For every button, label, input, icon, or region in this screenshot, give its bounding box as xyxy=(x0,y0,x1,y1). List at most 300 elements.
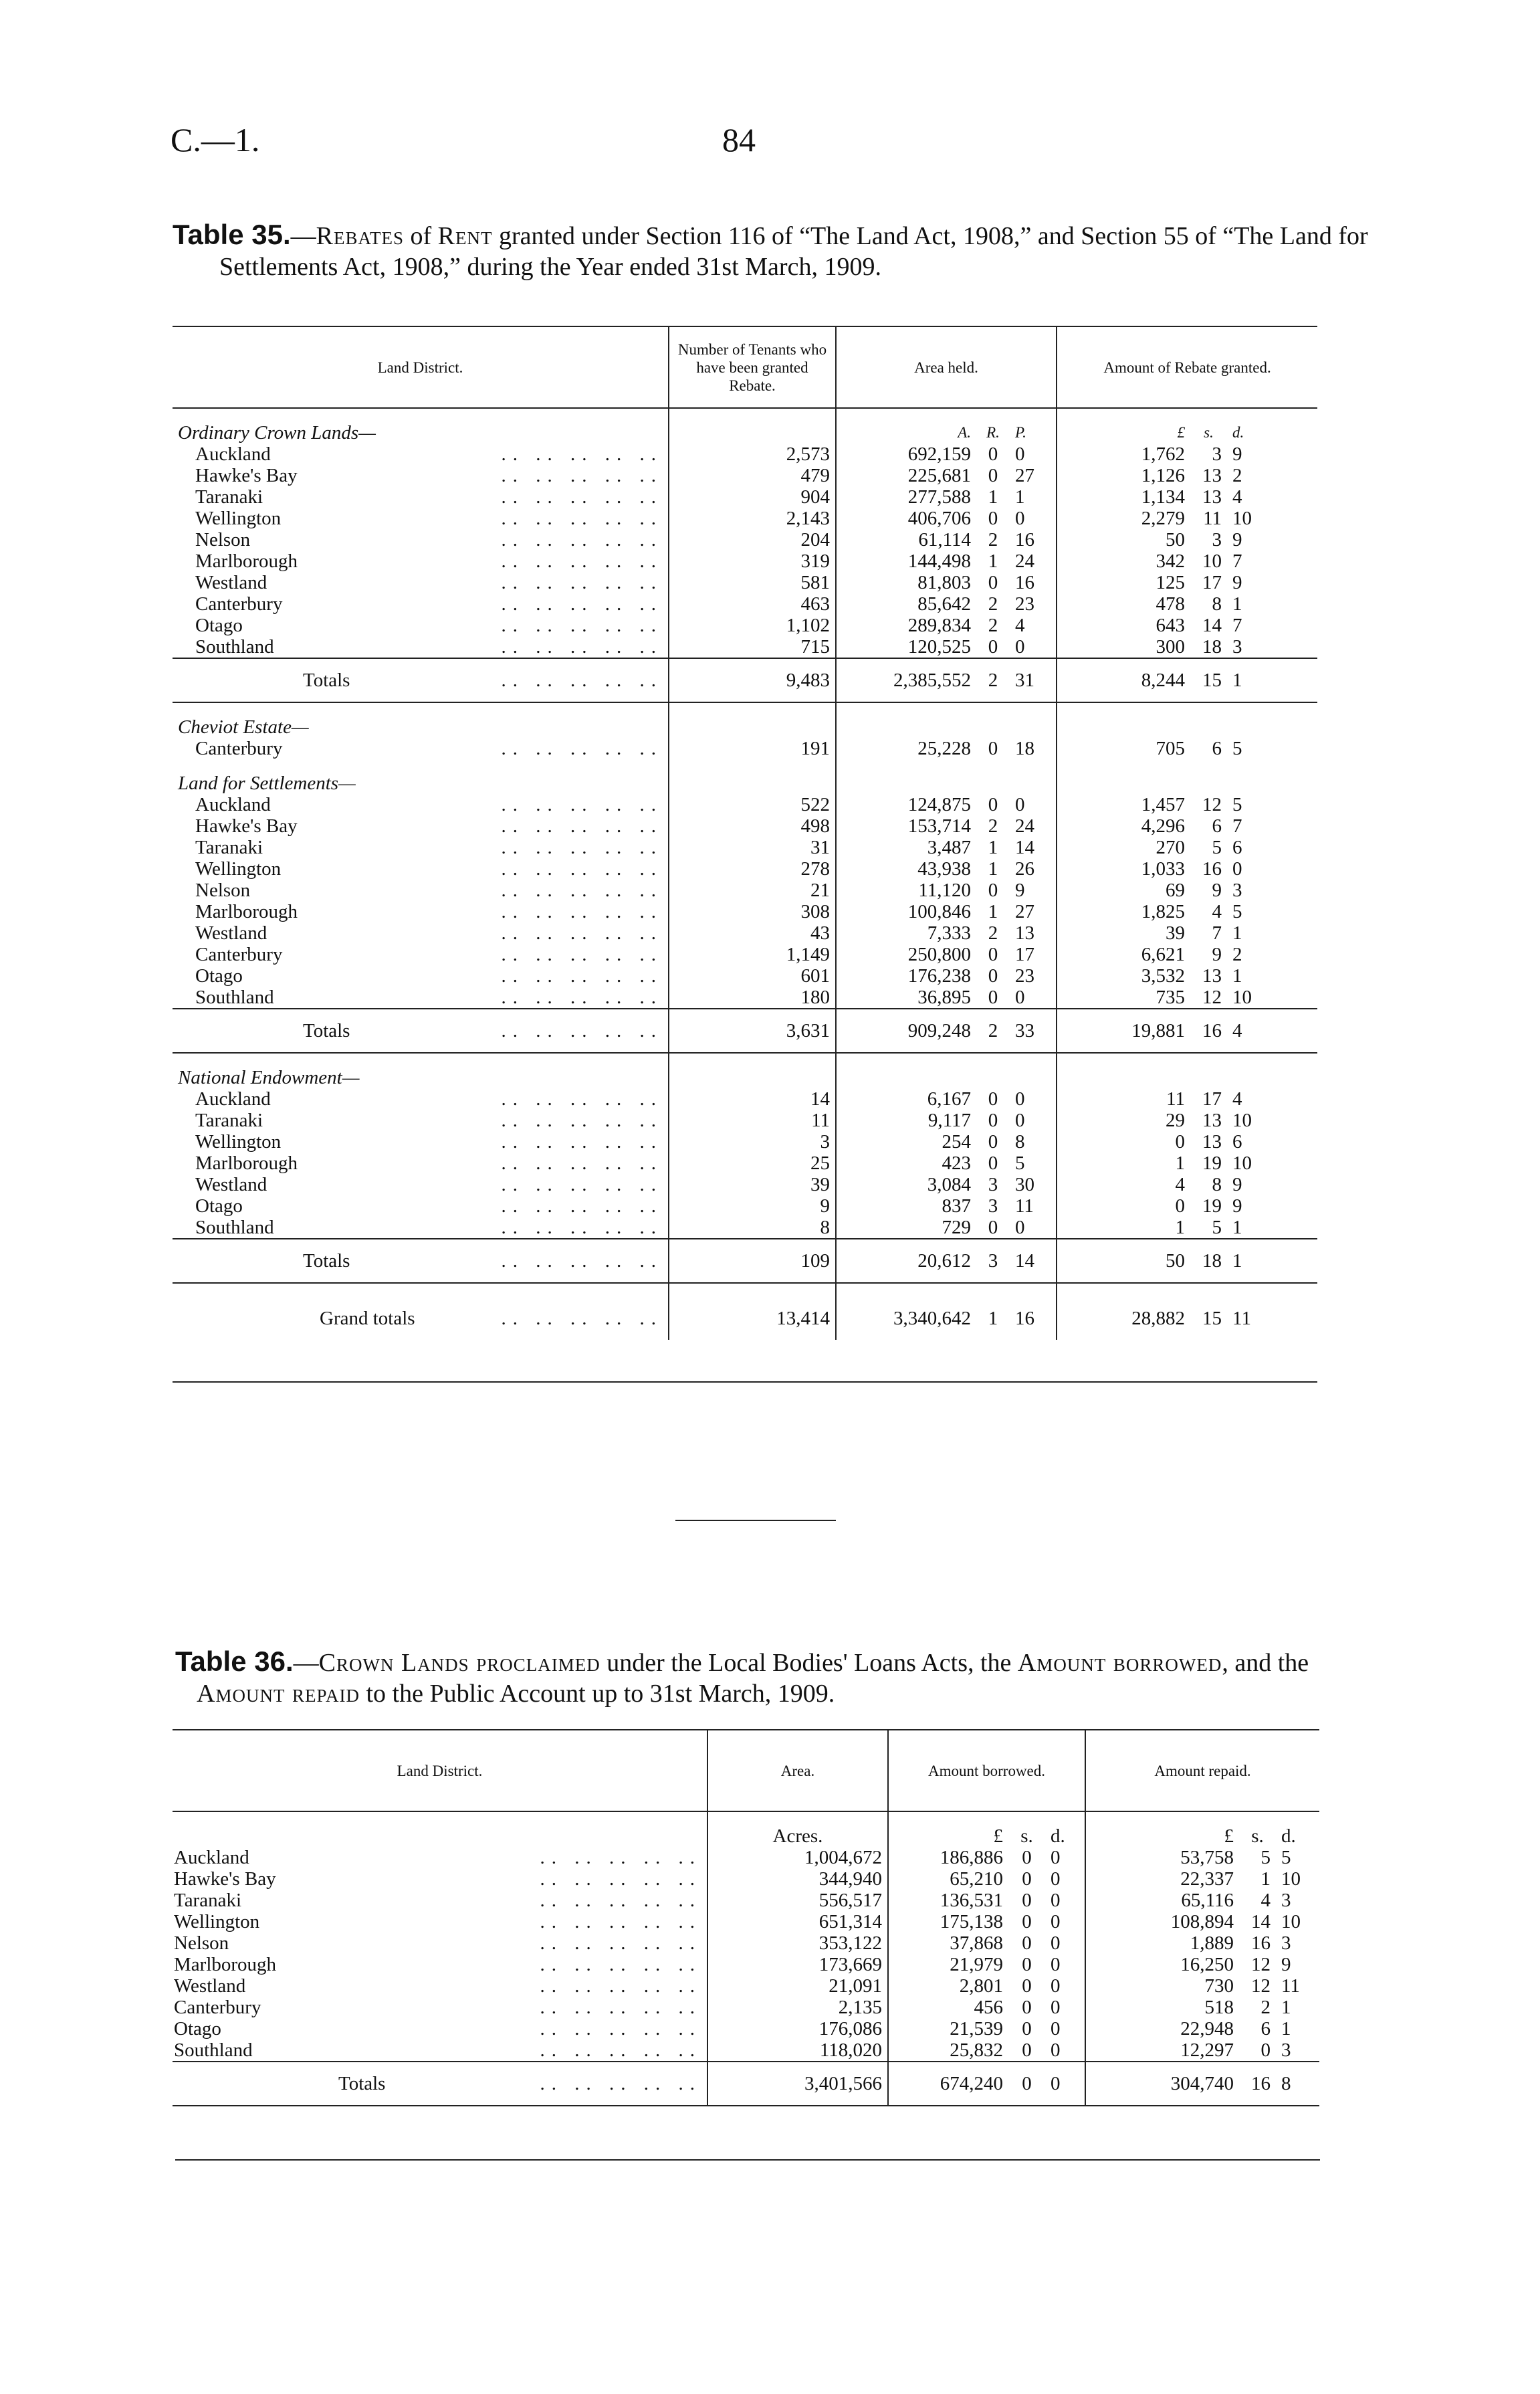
acres-cell: 3,487 xyxy=(836,837,976,858)
table-cell xyxy=(976,1067,1010,1088)
leader-dots: .. .. .. .. .. xyxy=(501,944,663,965)
spacer-cell xyxy=(1010,759,1057,773)
spacer-cell xyxy=(888,1811,1008,1825)
totals-row xyxy=(173,1239,1317,1283)
pounds-cell: 39 xyxy=(1057,922,1190,944)
acres-cell: 289,834 xyxy=(836,615,976,636)
tenants-cell: 1,149 xyxy=(669,944,836,965)
shillings-cell: 9 xyxy=(1212,880,1222,901)
district-cell xyxy=(173,965,669,987)
pounds-cell: 705 xyxy=(1057,738,1190,759)
spacer-cell xyxy=(669,408,836,422)
perches-cell: 5 xyxy=(1015,1153,1025,1174)
area-cell: 353,122 xyxy=(707,1932,888,1954)
district-name: Hawke's Bay xyxy=(195,465,298,486)
leader-dots: .. .. .. .. .. xyxy=(540,1975,701,1997)
table-row xyxy=(173,551,1317,572)
acres-total: 20,612 xyxy=(836,1239,976,1283)
district-cell xyxy=(173,880,669,901)
leader-dots: .. .. .. .. .. xyxy=(540,1911,701,1932)
perches-cell: 16 xyxy=(1015,572,1034,593)
perches-cell: 17 xyxy=(1015,944,1034,965)
shillings-cell: 10 xyxy=(1202,551,1222,572)
leader-dots: .. .. .. .. .. xyxy=(501,1174,663,1195)
leader-dots: .. .. .. .. .. xyxy=(501,551,663,572)
unit-label: A. xyxy=(836,422,976,443)
roods-total: 2 xyxy=(976,658,1010,702)
tenants-cell: 479 xyxy=(669,465,836,486)
borrowed-pounds: 25,832 xyxy=(888,2039,1008,2062)
spacer-cell xyxy=(1190,1283,1227,1297)
tenants-cell: 31 xyxy=(669,837,836,858)
repaid-shillings: 2 xyxy=(1260,1997,1271,2018)
roods-cell: 0 xyxy=(988,944,998,965)
repaid-pence: 1 xyxy=(1281,1997,1291,2018)
tenants-cell: 601 xyxy=(669,965,836,987)
table-row xyxy=(173,1954,1319,1975)
shillings-cell: 13 xyxy=(1202,1110,1222,1131)
acres-cell: 225,681 xyxy=(836,465,976,486)
leader-dots: .. .. .. .. .. xyxy=(501,1195,663,1217)
leader-dots: .. .. .. .. .. xyxy=(501,815,663,837)
roods-cell: 0 xyxy=(988,465,998,486)
pounds-cell: 11 xyxy=(1057,1088,1190,1110)
header-land-district: Land District. xyxy=(173,1730,707,1811)
table35-end-rule xyxy=(173,1381,1317,1383)
district-cell xyxy=(173,1217,669,1239)
district-name: Marlborough xyxy=(174,1954,277,1975)
spacer-cell xyxy=(1190,702,1227,716)
repaid-pounds: 53,758 xyxy=(1085,1847,1239,1868)
district-name: Hawke's Bay xyxy=(195,815,298,837)
pounds-cell: 69 xyxy=(1057,880,1190,901)
borrowed-shillings-total: 0 xyxy=(1008,2062,1045,2106)
acres-cell: 837 xyxy=(836,1195,976,1217)
unit-label: P. xyxy=(1015,424,1026,441)
tenants-cell: 904 xyxy=(669,486,836,508)
roods-cell: 0 xyxy=(988,508,998,529)
spacer-cell xyxy=(669,702,836,716)
roods-cell: 1 xyxy=(988,486,998,508)
perches-cell: 27 xyxy=(1015,901,1034,922)
roods-cell: 0 xyxy=(988,794,998,815)
roods-cell: 1 xyxy=(988,837,998,858)
district-cell xyxy=(173,815,669,837)
pounds-cell: 1 xyxy=(1057,1217,1190,1239)
borrowed-pounds: 136,531 xyxy=(888,1890,1008,1911)
district-name: Wellington xyxy=(195,858,282,880)
table-cell xyxy=(1190,1067,1227,1088)
pounds-cell: 478 xyxy=(1057,593,1190,615)
repaid-shillings: 16 xyxy=(1251,1932,1271,1954)
repaid-pence: 5 xyxy=(1281,1847,1291,1868)
table-row xyxy=(173,1847,1319,1868)
borrowed-shillings: 0 xyxy=(1022,1890,1032,1911)
roods-cell: 1 xyxy=(988,858,998,880)
district-cell xyxy=(173,1297,669,1340)
table-row xyxy=(173,794,1317,815)
table-row xyxy=(173,738,1317,759)
perches-cell: 0 xyxy=(1015,1217,1025,1238)
district-cell xyxy=(173,572,669,593)
shillings-cell: 5 xyxy=(1212,837,1222,858)
perches-cell: 23 xyxy=(1015,965,1034,987)
acres-cell: 729 xyxy=(836,1217,976,1239)
table-row xyxy=(173,1153,1317,1174)
table-row xyxy=(173,965,1317,987)
table-row xyxy=(173,636,1317,658)
section-heading-row xyxy=(173,773,1317,794)
district-cell xyxy=(173,1868,707,1890)
shillings-cell: 4 xyxy=(1212,901,1222,922)
district-cell xyxy=(173,1239,669,1283)
pounds-cell: 0 xyxy=(1057,1195,1190,1217)
pounds-cell: 1 xyxy=(1057,1153,1190,1174)
spacer-cell xyxy=(1190,759,1227,773)
repaid-pence-total: 8 xyxy=(1276,2062,1319,2106)
spacer-cell xyxy=(1239,1811,1276,1825)
table-cell xyxy=(1190,716,1227,738)
leader-dots: .. .. .. .. .. xyxy=(501,465,663,486)
pence-cell: 2 xyxy=(1232,944,1242,965)
spacer-cell xyxy=(1085,1811,1239,1825)
pence-cell: 6 xyxy=(1232,1131,1242,1153)
leader-dots: .. .. .. .. .. xyxy=(501,443,663,465)
perches-cell: 27 xyxy=(1015,465,1034,486)
acres-cell: 85,642 xyxy=(836,593,976,615)
shillings-cell: 17 xyxy=(1202,572,1222,593)
leader-dots: .. .. .. .. .. xyxy=(540,1932,701,1954)
leader-dots: .. .. .. .. .. xyxy=(501,1088,663,1110)
roods-cell: 2 xyxy=(988,615,998,636)
borrowed-pounds: 175,138 xyxy=(888,1911,1008,1932)
tenants-cell: 21 xyxy=(669,880,836,901)
header-area: Area. xyxy=(707,1730,888,1811)
table-row xyxy=(173,2039,1319,2062)
tenants-cell: 498 xyxy=(669,815,836,837)
leader-dots: .. .. .. .. .. xyxy=(501,987,663,1008)
leader-dots: .. .. .. .. .. xyxy=(501,572,663,593)
pence-cell: 5 xyxy=(1232,738,1242,759)
acres-cell: 7,333 xyxy=(836,922,976,944)
borrowed-shillings: 0 xyxy=(1022,1911,1032,1932)
page-ref: C.—1. xyxy=(171,121,260,159)
spacer-cell xyxy=(1227,408,1317,422)
spacer-cell xyxy=(836,1283,976,1297)
spacer-cell xyxy=(1227,1283,1317,1297)
spacer-cell xyxy=(976,1283,1010,1297)
district-cell xyxy=(173,615,669,636)
area-cell: 344,940 xyxy=(707,1868,888,1890)
repaid-shillings: 4 xyxy=(1260,1890,1271,1911)
shillings-cell: 5 xyxy=(1212,1217,1222,1238)
table-cell xyxy=(836,1067,976,1088)
table-row xyxy=(173,1088,1317,1110)
tenants-cell: 25 xyxy=(669,1153,836,1174)
district-cell xyxy=(173,1975,707,1997)
shillings-total: 18 xyxy=(1190,1239,1227,1283)
pence-cell: 9 xyxy=(1232,1174,1242,1195)
perches-cell: 0 xyxy=(1015,1110,1025,1131)
acres-cell: 36,895 xyxy=(836,987,976,1009)
leader-dots: .. .. .. .. .. xyxy=(540,2039,701,2061)
pounds-cell: 270 xyxy=(1057,837,1190,858)
table-row xyxy=(173,615,1317,636)
leader-dots: .. .. .. .. .. xyxy=(501,738,663,759)
unit-label: s. xyxy=(1251,1825,1264,1847)
district-cell xyxy=(173,1131,669,1153)
spacer-cell xyxy=(173,1811,707,1825)
leader-dots: .. .. .. .. .. xyxy=(501,901,663,922)
pence-cell: 9 xyxy=(1232,529,1242,551)
section-heading-row xyxy=(173,422,1317,443)
repaid-pence: 1 xyxy=(1281,2018,1291,2039)
pence-cell: 7 xyxy=(1232,815,1242,837)
shillings-cell: 3 xyxy=(1212,529,1222,551)
district-cell xyxy=(173,1009,669,1053)
pence-cell: 1 xyxy=(1232,1217,1242,1238)
spacer-row xyxy=(173,759,1317,773)
shillings-cell: 19 xyxy=(1202,1153,1222,1174)
borrowed-pounds: 21,539 xyxy=(888,2018,1008,2039)
table-row xyxy=(173,1975,1319,1997)
tenants-cell: 191 xyxy=(669,738,836,759)
table-row xyxy=(173,1217,1317,1239)
shillings-cell: 7 xyxy=(1212,922,1222,944)
borrowed-pence: 0 xyxy=(1051,2039,1061,2061)
borrowed-pence: 0 xyxy=(1051,1975,1061,1997)
table-cell xyxy=(1057,773,1190,794)
tenants-cell: 2,143 xyxy=(669,508,836,529)
district-cell xyxy=(173,1911,707,1932)
table-cell xyxy=(669,716,836,738)
repaid-pounds: 65,116 xyxy=(1085,1890,1239,1911)
repaid-shillings-total: 16 xyxy=(1239,2062,1276,2106)
district-cell xyxy=(173,2039,707,2062)
district-name: Taranaki xyxy=(174,1890,242,1911)
repaid-shillings: 6 xyxy=(1260,2018,1271,2039)
leader-dots: .. .. .. .. .. xyxy=(540,1847,701,1868)
pence-cell: 1 xyxy=(1232,593,1242,615)
tenants-cell: 180 xyxy=(669,987,836,1009)
shillings-cell: 9 xyxy=(1212,944,1222,965)
table-row xyxy=(173,858,1317,880)
roods-cell: 2 xyxy=(988,815,998,837)
spacer-cell xyxy=(173,1053,669,1067)
roods-cell: 1 xyxy=(988,551,998,572)
table-row xyxy=(173,1174,1317,1195)
district-cell xyxy=(173,1997,707,2018)
spacer-cell xyxy=(669,1283,836,1297)
roods-cell: 0 xyxy=(988,572,998,593)
perches-cell: 0 xyxy=(1015,636,1025,658)
tenants-total: 3,631 xyxy=(669,1009,836,1053)
borrowed-pounds-total: 674,240 xyxy=(888,2062,1008,2106)
pounds-cell: 6,621 xyxy=(1057,944,1190,965)
district-name: Auckland xyxy=(195,443,271,465)
district-cell xyxy=(173,2062,707,2106)
pence-cell: 0 xyxy=(1232,858,1242,880)
spacer-cell xyxy=(836,1053,976,1067)
roods-cell: 1 xyxy=(988,901,998,922)
unit-label: s. xyxy=(1204,424,1214,441)
roods-cell: 0 xyxy=(988,1217,998,1238)
district-cell xyxy=(173,1174,669,1195)
spacer-cell xyxy=(1010,1053,1057,1067)
pounds-cell: 1,134 xyxy=(1057,486,1190,508)
perches-cell: 26 xyxy=(1015,858,1034,880)
table-row xyxy=(173,593,1317,615)
page-header xyxy=(171,120,1374,174)
perches-cell: 16 xyxy=(1015,529,1034,551)
spacer-cell xyxy=(669,759,836,773)
pence-cell: 1 xyxy=(1232,965,1242,987)
spacer-cell xyxy=(173,408,669,422)
table-row xyxy=(173,837,1317,858)
district-name: Grand totals xyxy=(320,1308,415,1329)
perches-cell: 23 xyxy=(1015,593,1034,615)
table36-lead: Table 36. xyxy=(175,1645,294,1677)
acres-cell: 81,803 xyxy=(836,572,976,593)
pounds-cell: 2,279 xyxy=(1057,508,1190,529)
table-row xyxy=(173,944,1317,965)
district-name: Taranaki xyxy=(195,486,263,508)
pounds-cell: 1,033 xyxy=(1057,858,1190,880)
roods-cell: 2 xyxy=(988,529,998,551)
repaid-pence: 9 xyxy=(1281,1954,1291,1975)
borrowed-shillings: 0 xyxy=(1022,1975,1032,1997)
pounds-cell: 0 xyxy=(1057,1131,1190,1153)
roods-cell: 0 xyxy=(988,965,998,987)
perches-cell: 24 xyxy=(1015,815,1034,837)
district-name: Canterbury xyxy=(195,738,283,759)
shillings-cell: 6 xyxy=(1212,738,1222,759)
repaid-pounds: 12,297 xyxy=(1085,2039,1239,2062)
area-cell: 21,091 xyxy=(707,1975,888,1997)
roods-cell: 0 xyxy=(988,636,998,658)
repaid-pounds: 518 xyxy=(1085,1997,1239,2018)
table-cell xyxy=(1227,716,1317,738)
pounds-cell: 342 xyxy=(1057,551,1190,572)
leader-dots: .. .. .. .. .. xyxy=(501,636,663,658)
totals-row xyxy=(173,658,1317,702)
district-name: Wellington xyxy=(195,508,282,529)
district-cell xyxy=(173,1195,669,1217)
table35 xyxy=(173,326,1317,1340)
table-row xyxy=(173,1131,1317,1153)
borrowed-pence: 0 xyxy=(1051,1954,1061,1975)
borrowed-pounds: 2,801 xyxy=(888,1975,1008,1997)
table-cell xyxy=(1227,773,1317,794)
roods-cell: 0 xyxy=(988,443,998,465)
district-name: Taranaki xyxy=(195,1110,263,1131)
spacer-cell xyxy=(1190,408,1227,422)
pence-cell: 3 xyxy=(1232,880,1242,901)
perches-cell: 0 xyxy=(1015,1088,1025,1110)
district-cell xyxy=(173,944,669,965)
leader-dots: .. .. .. .. .. xyxy=(540,1868,701,1890)
district-name: Westland xyxy=(195,922,267,944)
table-cell xyxy=(1227,1067,1317,1088)
borrowed-pence: 0 xyxy=(1051,1868,1061,1890)
leader-dots: .. .. .. .. .. xyxy=(501,837,663,858)
repaid-pence: 3 xyxy=(1281,2039,1291,2061)
district-name: Totals xyxy=(303,1250,350,1272)
spacer-row xyxy=(173,1283,1317,1297)
pence-total: 4 xyxy=(1227,1009,1317,1053)
borrowed-shillings: 0 xyxy=(1022,1997,1032,2018)
pounds-cell: 50 xyxy=(1057,529,1190,551)
table-cell xyxy=(1190,773,1227,794)
table-row xyxy=(173,987,1317,1009)
roods-cell: 0 xyxy=(988,880,998,901)
table-row xyxy=(173,508,1317,529)
pounds-cell: 735 xyxy=(1057,987,1190,1009)
area-cell: 651,314 xyxy=(707,1911,888,1932)
pounds-cell: 3,532 xyxy=(1057,965,1190,987)
district-cell xyxy=(173,529,669,551)
spacer-cell xyxy=(173,1283,669,1297)
perches-cell: 24 xyxy=(1015,551,1034,572)
repaid-shillings: 14 xyxy=(1251,1911,1271,1932)
section-heading: Cheviot Estate— xyxy=(178,716,309,738)
pence-cell: 10 xyxy=(1232,987,1252,1008)
unit-label: Acres. xyxy=(707,1825,888,1847)
table-row xyxy=(173,1890,1319,1911)
header-rebate: Amount of Rebate granted. xyxy=(1057,326,1317,408)
borrowed-pounds: 21,979 xyxy=(888,1954,1008,1975)
district-cell xyxy=(173,658,669,702)
area-cell: 556,517 xyxy=(707,1890,888,1911)
table-cell xyxy=(976,716,1010,738)
table-row xyxy=(173,880,1317,901)
leader-dots: .. .. .. .. .. xyxy=(540,1997,701,2018)
header-area-held: Area held. xyxy=(836,326,1057,408)
table-row xyxy=(173,486,1317,508)
spacer-row xyxy=(173,1811,1319,1825)
borrowed-pence: 0 xyxy=(1051,1997,1061,2018)
perches-cell: 0 xyxy=(1015,508,1025,529)
district-name: Auckland xyxy=(174,1847,249,1868)
spacer-cell xyxy=(1010,702,1057,716)
roods-total: 3 xyxy=(976,1239,1010,1283)
perches-cell: 0 xyxy=(1015,794,1025,815)
acres-cell: 43,938 xyxy=(836,858,976,880)
borrowed-shillings: 0 xyxy=(1022,1954,1032,1975)
roods-grand-total: 1 xyxy=(988,1308,998,1329)
acres-cell: 176,238 xyxy=(836,965,976,987)
spacer-cell xyxy=(1008,1811,1045,1825)
acres-cell: 11,120 xyxy=(836,880,976,901)
header-amount-repaid: Amount repaid. xyxy=(1085,1730,1319,1811)
acres-grand-total: 3,340,642 xyxy=(836,1297,976,1340)
tenants-cell: 463 xyxy=(669,593,836,615)
header-tenants: Number of Tenants who have been granted Rebate. xyxy=(669,326,836,408)
perches-grand-total: 16 xyxy=(1015,1308,1034,1329)
borrowed-pence: 0 xyxy=(1051,1911,1061,1932)
roods-cell: 0 xyxy=(988,1131,998,1153)
unit-label: R. xyxy=(986,424,1000,441)
shillings-cell: 13 xyxy=(1202,486,1222,508)
district-name: Canterbury xyxy=(174,1997,261,2018)
table-cell xyxy=(836,773,976,794)
shillings-cell: 8 xyxy=(1212,1174,1222,1195)
borrowed-pence: 0 xyxy=(1051,2018,1061,2039)
district-name: Otago xyxy=(195,1195,243,1217)
spacer-cell xyxy=(1227,759,1317,773)
spacer-cell xyxy=(1276,1811,1319,1825)
table36-end-rule xyxy=(175,2159,1320,2161)
